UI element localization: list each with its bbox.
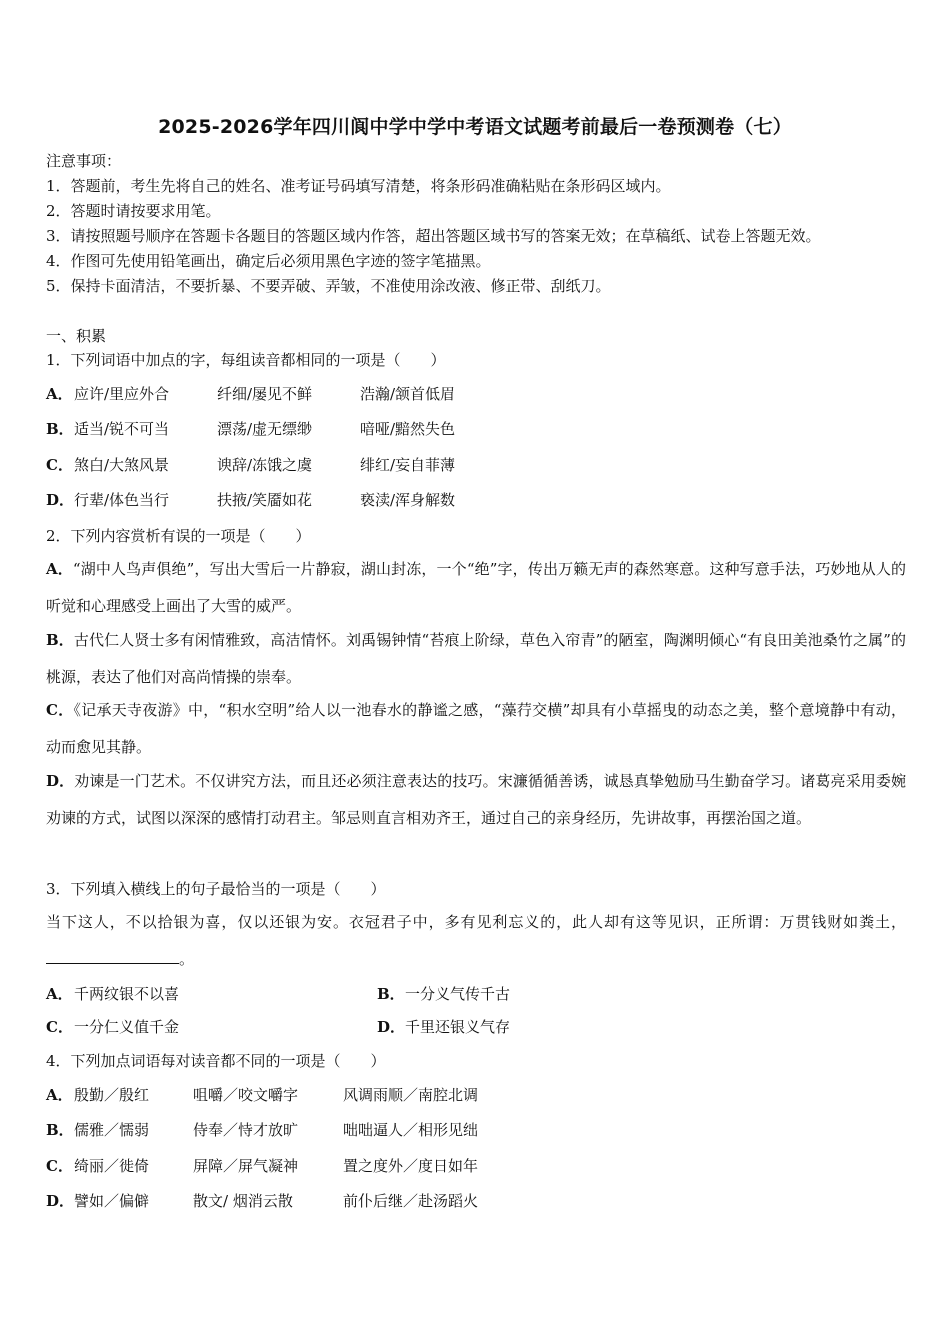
option-label: B． [46, 420, 74, 438]
passage-text: 当下这人，不以拾银为喜，仅以还银为安。衣冠君子中，多有见利忘义的，此人却有这等见识，正所谓：万贯钱财如 [46, 913, 860, 931]
q4-stem: 4．下列加点词语每对读音都不同的一项是（ ） [46, 1052, 386, 1070]
option-item: 谀辞/冻饿之虞 [217, 456, 313, 474]
option-item: 咀嚼／咬文嚼字 [193, 1086, 299, 1104]
option-text: 千里还银义气存 [405, 1018, 511, 1036]
option-item: 绮丽／徙倚 [74, 1157, 150, 1175]
option-label: C． [46, 456, 73, 474]
option-label: C． [46, 701, 74, 719]
option-label: A． [46, 1086, 73, 1104]
option-item: 应许/里应外合 [74, 385, 170, 403]
option-text: 古代仁人贤士多有闲情雅致，高洁情怀。刘禹锡钟情“苔痕上阶绿，草色入帘青”的陋室，陶渊明倾心“有良田美池桑竹之属”的桃源，表达了他们对高尚情操的崇奉。 [46, 631, 906, 686]
option-item: 适当/锐不可当 [74, 420, 170, 438]
notice-item: 3．请按照题号顺序在答题卡各题目的答题区域内作答，超出答题区域书写的答案无效；在草稿纸、试卷上答题无效。 [46, 227, 821, 245]
section-heading: 一、积累 [46, 327, 107, 345]
option-item: 浩瀚/颔首低眉 [360, 385, 456, 403]
option-item: 绯红/妄自菲薄 [360, 456, 456, 474]
option-label: A． [46, 985, 73, 1003]
notice-heading: 注意事项： [46, 152, 122, 170]
notice-item: 4．作图可先使用铅笔画出，确定后必须用黑色字迹的签字笔描黑。 [46, 252, 491, 270]
option-item: 纤细/屡见不鲜 [217, 385, 313, 403]
option-text: 千两纹银不以喜 [74, 985, 180, 1003]
q1-stem: 1．下列词语中加点的字，每组读音都相同的一项是（ ） [46, 351, 446, 369]
option-item: 煞白/大煞风景 [74, 456, 170, 474]
q2-stem: 2．下列内容赏析有误的一项是（ ） [46, 527, 311, 545]
option-label: B． [377, 985, 405, 1003]
option-label: D． [46, 491, 75, 509]
option-label: A． [46, 560, 73, 578]
page-title: 2025-2026学年四川阆中学中学中考语文试题考前最后一卷预测卷（七） [158, 116, 792, 138]
q2-option-d [46, 763, 906, 837]
q3-stem: 3．下列填入横线上的句子最恰当的一项是（ ） [46, 880, 386, 898]
option-text: 一分义气传千古 [405, 985, 511, 1003]
option-label: D． [377, 1018, 406, 1036]
q2-option-c [46, 692, 906, 766]
option-item: 行辈/体色当行 [74, 491, 170, 509]
option-text: 劝谏是一门艺术。不仅讲究方法，而且还必须注意表达的技巧。宋濂循循善诱，诚恳真挚勉励马生勤奋学习。诸葛亮采用委婉劝谏的方式，试图以深深的感情打动君主。邹忌则直言相劝齐王，通过自己的亲身经历，先讲故事，再摆治国之道。 [46, 772, 906, 827]
option-item: 譬如／偏僻 [74, 1192, 150, 1210]
option-item: 前仆后继／赴汤蹈火 [343, 1192, 479, 1210]
option-text: “湖中人鸟声俱绝”，写出大雪后一片静寂，湖山封冻，一个“绝”字，传出万籁无声的森然寒意。这种写意手法，巧妙地从人的听觉和心理感受上画出了大雪的威严。 [46, 560, 906, 615]
option-item: 侍奉／恃才放旷 [193, 1121, 299, 1139]
q3-passage [46, 904, 906, 978]
option-item: 扶掖/笑靥如花 [217, 491, 313, 509]
option-item: 屏障／屏气凝神 [193, 1157, 299, 1175]
notice-item: 5．保持卡面清洁，不要折暴、不要弄破、弄皱，不准使用涂改液、修正带、刮纸刀。 [46, 277, 611, 295]
option-text: 一分仁义值千金 [74, 1018, 180, 1036]
option-item: 亵渎/浑身解数 [360, 491, 456, 509]
option-item: 咄咄逼人／相形见绌 [343, 1121, 479, 1139]
option-label: C． [46, 1018, 73, 1036]
option-label: A． [46, 385, 73, 403]
q2-option-b [46, 622, 906, 696]
option-label: C． [46, 1157, 73, 1175]
option-item: 儒雅／懦弱 [74, 1121, 150, 1139]
passage-text: 。 [179, 950, 195, 968]
option-label: B． [46, 1121, 74, 1139]
passage-text: 粪土， [859, 913, 906, 931]
option-item: 置之度外／度日如年 [343, 1157, 479, 1175]
notice-item: 1．答题前，考生先将自己的姓名、准考证号码填写清楚，将条形码准确粘贴在条形码区域内。 [46, 177, 671, 195]
fill-blank [46, 949, 179, 964]
option-item: 散文/ 烟消云散 [193, 1192, 293, 1210]
option-item: 殷勤／殷红 [74, 1086, 150, 1104]
option-item: 风调雨顺／南腔北调 [343, 1086, 479, 1104]
q2-option-a [46, 551, 906, 625]
option-label: D． [46, 772, 75, 790]
option-label: B． [46, 631, 74, 649]
option-label: D． [46, 1192, 75, 1210]
notice-item: 2．答题时请按要求用笔。 [46, 202, 221, 220]
option-text: 《记承天寺夜游》中，“积水空明”给人以一池春水的静谧之感，“藻荇交横”却具有小草摇曳的动态之美，整个意境静中有动，动而愈见其静。 [46, 701, 906, 756]
option-item: 漂荡/虚无缥缈 [217, 420, 313, 438]
option-item: 喑哑/黯然失色 [360, 420, 456, 438]
